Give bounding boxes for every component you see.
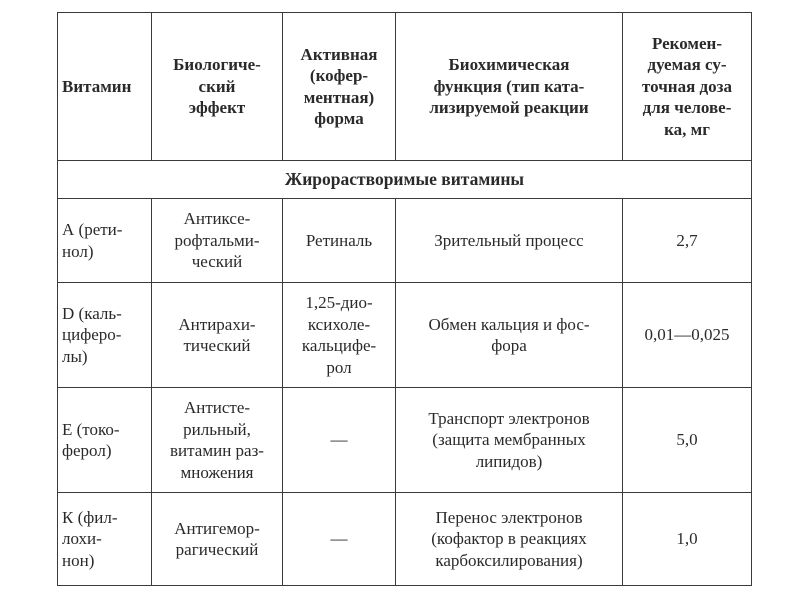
cell-dose: 1,0 xyxy=(623,493,752,586)
header-row xyxy=(58,13,752,161)
cell-line: — xyxy=(330,529,348,549)
header-dose-line: для челове- xyxy=(642,98,732,118)
table-row xyxy=(58,283,752,388)
header-active-form-line: форма xyxy=(314,109,364,128)
table-row xyxy=(58,199,752,283)
vitamins-table xyxy=(57,12,752,586)
header-dose-line: Рекомен- xyxy=(651,33,723,53)
cell-line: Обмен кальция и фос- xyxy=(428,314,590,334)
cell-dose: 2,7 xyxy=(623,199,752,283)
cell-line: кальцифе- xyxy=(301,336,377,355)
cell-line: (кофактор в реакциях xyxy=(431,529,587,549)
cell-line: липидов) xyxy=(475,451,543,471)
cell-line: рофтальми- xyxy=(174,230,260,250)
cell-line: лы) xyxy=(62,346,88,366)
cell-line: нон) xyxy=(62,550,95,570)
cell-line: витамин раз- xyxy=(170,441,264,460)
cell-line: К (фил- xyxy=(62,507,118,527)
cell-line: Антисте- xyxy=(183,398,251,417)
cell-function xyxy=(396,493,623,586)
header-dose-line: дуемая су- xyxy=(647,55,727,75)
cell-line: Перенос электронов xyxy=(435,507,583,527)
cell-line: Е (токо- xyxy=(62,419,120,439)
header-effect-line: ский xyxy=(198,76,236,96)
cell-dose: 0,01—0,025 xyxy=(623,283,752,388)
cell-function xyxy=(396,199,623,283)
cell-active-form xyxy=(283,199,396,283)
cell-function xyxy=(396,283,623,388)
cell-line: циферо- xyxy=(62,325,122,345)
header-active-form-line: (кофер- xyxy=(309,66,369,85)
cell-line: ферол) xyxy=(62,441,112,460)
cell-line: Зрительный процесс xyxy=(434,230,584,250)
cell-line: фора xyxy=(491,336,527,355)
header-dose-line: точная доза xyxy=(642,76,732,96)
cell-vitamin xyxy=(58,493,152,586)
header-dose-line: ка, мг xyxy=(664,119,710,139)
cell-active-form xyxy=(283,283,396,388)
header-function xyxy=(396,13,623,161)
cell-line: ксихоле- xyxy=(307,314,371,334)
cell-line: лохи- xyxy=(62,529,102,549)
cell-line: Транспорт электронов xyxy=(428,408,590,428)
cell-line: рильный, xyxy=(183,419,251,439)
cell-line: Антирахи- xyxy=(178,314,256,334)
cell-line: карбоксилирования) xyxy=(435,550,583,570)
cell-vitamin xyxy=(58,283,152,388)
cell-line: 1,25-дио- xyxy=(305,293,373,312)
table-row xyxy=(58,493,752,586)
cell-line: Антиксе- xyxy=(183,209,251,229)
cell-line: Ретиналь xyxy=(305,230,373,250)
section-title: Жирорастворимые витамины xyxy=(58,161,752,199)
cell-effect xyxy=(152,388,283,493)
header-active-form xyxy=(283,13,396,161)
cell-line: D (каль- xyxy=(62,303,122,323)
header-effect xyxy=(152,13,283,161)
header-active-form-line: Активная xyxy=(300,44,378,64)
header-dose xyxy=(623,13,752,161)
cell-line: нол) xyxy=(62,241,94,261)
cell-line: А (рети- xyxy=(62,220,123,239)
cell-line: рагический xyxy=(175,540,259,559)
header-function-line: лизируемой реакции xyxy=(429,98,589,118)
cell-vitamin xyxy=(58,388,152,493)
cell-effect xyxy=(152,283,283,388)
header-effect-line: Биологиче- xyxy=(173,55,261,75)
header-effect-line: эффект xyxy=(188,98,246,118)
header-function-line: Биохимическая xyxy=(448,55,570,75)
cell-dose: 5,0 xyxy=(623,388,752,493)
cell-effect xyxy=(152,493,283,586)
header-vitamin xyxy=(58,13,152,161)
cell-line: ческий xyxy=(191,252,243,272)
cell-line: рол xyxy=(326,357,352,377)
cell-line: (защита мембранных xyxy=(432,430,586,450)
cell-line: тический xyxy=(183,336,251,355)
header-active-form-line: ментная) xyxy=(303,87,375,107)
header-vitamin-line: Витамин xyxy=(62,76,132,96)
cell-line: Антигемор- xyxy=(174,518,260,538)
cell-active-form xyxy=(283,388,396,493)
table-row xyxy=(58,388,752,493)
header-function-line: функция (тип ката- xyxy=(433,76,585,96)
cell-function xyxy=(396,388,623,493)
cell-line: множения xyxy=(180,462,254,482)
cell-active-form xyxy=(283,493,396,586)
cell-vitamin xyxy=(58,199,152,283)
cell-effect xyxy=(152,199,283,283)
section-row xyxy=(58,161,752,199)
cell-line: — xyxy=(330,430,348,450)
